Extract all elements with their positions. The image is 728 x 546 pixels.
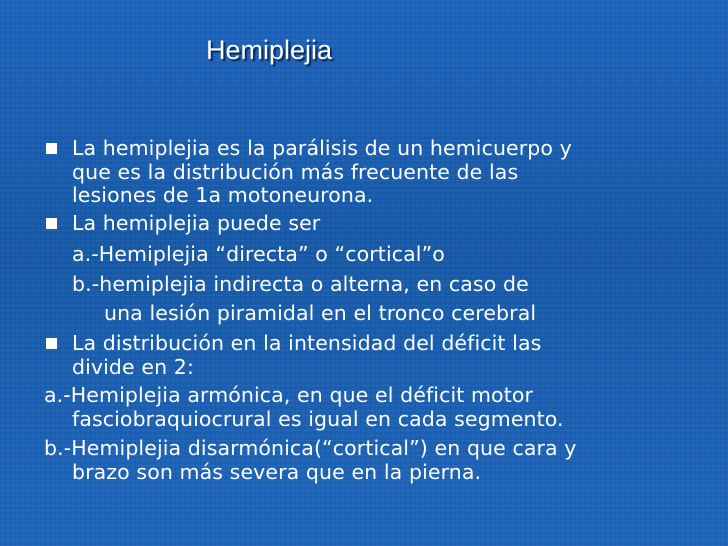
text-line-6: b.-hemiplejia indirecta o alterna, en caso de: [72, 272, 529, 296]
text-line-4: La hemiplejia puede ser: [72, 211, 321, 235]
bullet-square-icon: [46, 143, 57, 154]
text-line-11: fasciobraquiocrural es igual en cada segmento.: [72, 407, 564, 431]
text-line-7: una lesión piramidal en el tronco cerebral: [104, 301, 537, 325]
text-line-8: La distribución en la intensidad del déficit las: [72, 331, 542, 355]
text-line-5: a.-Hemiplejia “directa” o “cortical”o: [72, 242, 445, 266]
bullet-square-icon: [46, 218, 57, 229]
text-line-12: b.-Hemiplejia disarmónica(“cortical”) en que cara y: [44, 436, 577, 460]
text-line-2: que es la distribución más frecuente de las: [72, 160, 519, 184]
slide-title: Hemiplejia: [206, 35, 333, 65]
text-line-10: a.-Hemiplejia armónica, en que el déficit motor: [44, 383, 534, 407]
text-line-1: La hemiplejia es la parálisis de un hemicuerpo y: [72, 136, 572, 160]
text-line-13: brazo son más severa que en la pierna.: [72, 460, 482, 484]
text-line-9: divide en 2:: [72, 355, 194, 379]
bullet-square-icon: [46, 338, 57, 349]
text-line-3: lesiones de 1a motoneurona.: [72, 183, 374, 207]
